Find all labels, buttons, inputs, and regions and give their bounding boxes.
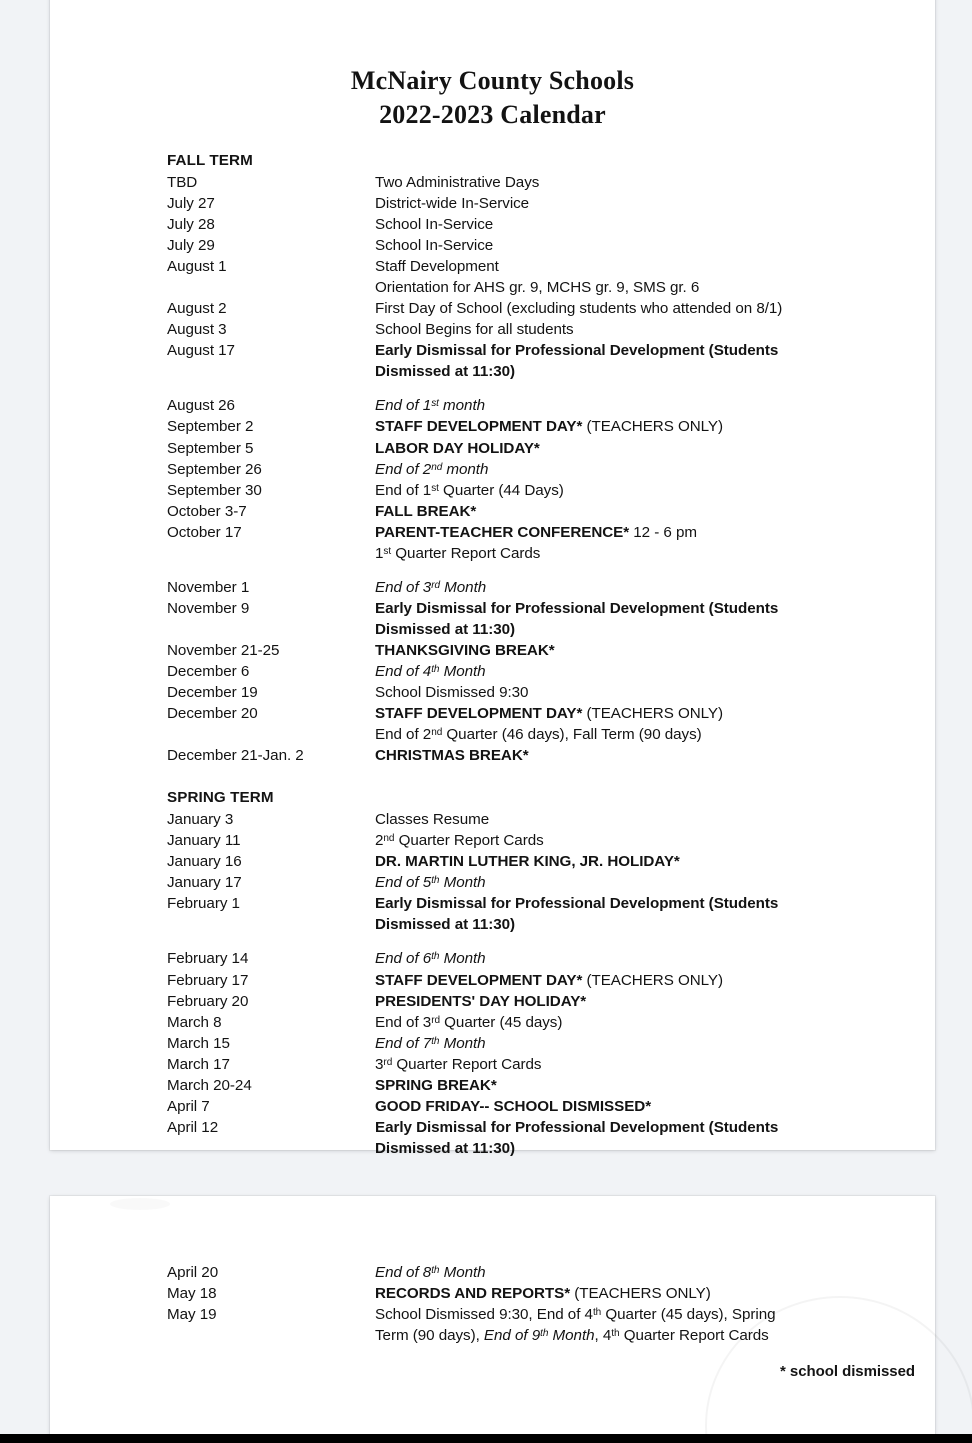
calendar-description-line: End of 3rd Month [375, 578, 487, 596]
calendar-row-date: September 5 [167, 439, 254, 457]
calendar-row [167, 851, 907, 872]
calendar-description-line: End of 6th Month [375, 950, 486, 968]
calendar-row-description [375, 1033, 907, 1054]
calendar-row [167, 416, 907, 437]
calendar-row-date: March 15 [167, 1034, 230, 1052]
calendar-description-line: Dismissed at 11:30) [375, 1139, 516, 1157]
calendar-row [167, 872, 907, 893]
calendar-row [167, 682, 907, 703]
calendar-description-line: Early Dismissal for Professional Development (Students [375, 1118, 779, 1136]
title-line-1: McNairy County Schools [350, 66, 635, 95]
calendar-row-description [375, 893, 907, 935]
calendar-row [167, 193, 907, 214]
calendar-description-line: Dismissed at 11:30) [375, 916, 516, 934]
calendar-row-description [375, 682, 907, 703]
document-title [50, 64, 935, 133]
calendar-row-date: February 14 [167, 950, 249, 968]
calendar-row-date: December 19 [167, 684, 258, 702]
calendar-row-description [375, 480, 907, 501]
calendar-row-description [375, 235, 907, 256]
calendar-row-description [375, 459, 907, 480]
calendar-row-date: July 29 [167, 237, 215, 255]
calendar-description-line: PARENT-TEACHER CONFERENCE* 12 - 6 pm [375, 523, 697, 541]
calendar-description-line: GOOD FRIDAY-- SCHOOL DISMISSED* [375, 1097, 652, 1115]
calendar-row-description [375, 214, 907, 235]
calendar-row-date: May 18 [167, 1285, 217, 1303]
calendar-row-date: August 3 [167, 321, 227, 339]
screen-bottom-bar [0, 1434, 972, 1443]
calendar-row-date: August 17 [167, 342, 235, 360]
calendar-row-date: January 16 [167, 853, 242, 871]
calendar-description-line: End of 7th Month [375, 1034, 486, 1052]
calendar-row [167, 970, 907, 991]
calendar-description-line: End of 2nd Quarter (46 days), Fall Term (90 days) [375, 726, 702, 744]
document-page-2 [50, 1196, 935, 1436]
calendar-row-description [375, 872, 907, 893]
calendar-row [167, 172, 907, 193]
calendar-row-description [375, 193, 907, 214]
calendar-row-date: October 3-7 [167, 502, 247, 520]
calendar-row [167, 893, 907, 935]
calendar-description-line: School In-Service [375, 216, 494, 234]
calendar-description-line: STAFF DEVELOPMENT DAY* (TEACHERS ONLY) [375, 705, 724, 723]
calendar-row-date: December 20 [167, 705, 258, 723]
calendar-description-line: RECORDS AND REPORTS* (TEACHERS ONLY) [375, 1285, 711, 1303]
calendar-row-date: November 1 [167, 578, 250, 596]
calendar-row [167, 438, 907, 459]
calendar-description-line: Early Dismissal for Professional Development (Students [375, 895, 779, 913]
calendar-description-line: 1st Quarter Report Cards [375, 544, 541, 562]
calendar-description-line: DR. MARTIN LUTHER KING, JR. HOLIDAY* [375, 853, 680, 871]
calendar-row-date: September 2 [167, 418, 254, 436]
calendar-row [167, 395, 907, 416]
calendar-description-line: Staff Development [375, 258, 499, 276]
calendar-row [167, 661, 907, 682]
calendar-row [167, 577, 907, 598]
calendar-description-line: Classes Resume [375, 811, 490, 829]
calendar-row-date: January 3 [167, 811, 234, 829]
calendar-row-description [375, 298, 907, 319]
calendar-row-date: April 12 [167, 1118, 219, 1136]
calendar-row-date: August 2 [167, 300, 227, 318]
calendar-row-description [375, 1096, 907, 1117]
calendar-description-line: Dismissed at 11:30) [375, 620, 516, 638]
calendar-row-description [375, 809, 907, 830]
calendar-description-line: End of 2nd month [375, 460, 489, 478]
continuation-row-list [167, 1262, 907, 1346]
calendar-row-date: December 6 [167, 663, 250, 680]
calendar-row-description [375, 1283, 907, 1304]
calendar-description-line: Early Dismissal for Professional Development (Students [375, 599, 779, 617]
calendar-row [167, 1033, 907, 1054]
calendar-description-line: School Begins for all students [375, 321, 574, 339]
calendar-row-description [375, 1012, 907, 1033]
calendar-body-page-2 [167, 1262, 907, 1346]
calendar-description-line: 2nd Quarter Report Cards [375, 832, 544, 850]
calendar-description-line: End of 4th Month [375, 663, 486, 680]
calendar-description-line: STAFF DEVELOPMENT DAY* (TEACHERS ONLY) [375, 971, 724, 989]
calendar-description-line: FALL BREAK* [375, 502, 477, 520]
calendar-row [167, 948, 907, 969]
calendar-description-line: End of 1st Quarter (44 Days) [375, 481, 564, 499]
calendar-row-date: August 26 [167, 397, 235, 415]
calendar-row-date: May 19 [167, 1306, 217, 1324]
calendar-row [167, 1075, 907, 1096]
calendar-row-description [375, 577, 907, 598]
calendar-row [167, 991, 907, 1012]
calendar-description-line: District-wide In-Service [375, 195, 530, 213]
calendar-description-line: CHRISTMAS BREAK* [375, 747, 529, 765]
calendar-row [167, 256, 907, 298]
calendar-row [167, 1012, 907, 1033]
calendar-row [167, 830, 907, 851]
calendar-row-description [375, 1075, 907, 1096]
calendar-description-line: End of 3rd Quarter (45 days) [375, 1013, 563, 1031]
calendar-row-date: October 17 [167, 523, 242, 541]
calendar-description-line: Term (90 days), End of 9th Month, 4th Quarter Report Cards [375, 1327, 769, 1345]
calendar-row-description [375, 522, 907, 564]
calendar-description-line: THANKSGIVING BREAK* [375, 641, 555, 659]
scan-artifact-top [110, 1198, 170, 1210]
calendar-row-date: September 30 [167, 481, 262, 499]
calendar-row [167, 480, 907, 501]
calendar-row-date: February 17 [167, 971, 249, 989]
calendar-row [167, 319, 907, 340]
calendar-row-date: August 1 [167, 258, 227, 276]
calendar-row [167, 501, 907, 522]
calendar-row-description [375, 501, 907, 522]
calendar-row-description [375, 970, 907, 991]
calendar-row [167, 640, 907, 661]
calendar-row-description [375, 830, 907, 851]
calendar-row-date: March 20-24 [167, 1076, 252, 1094]
calendar-row [167, 1096, 907, 1117]
calendar-row-date: February 20 [167, 992, 249, 1010]
calendar-row-description [375, 598, 907, 640]
calendar-description-line: Dismissed at 11:30) [375, 363, 516, 381]
calendar-row-description [375, 745, 907, 766]
calendar-row-date: February 1 [167, 895, 240, 913]
calendar-row-description [375, 395, 907, 416]
section-heading-fall-term: FALL TERM [167, 152, 253, 169]
calendar-row [167, 459, 907, 480]
calendar-row [167, 1054, 907, 1075]
calendar-row-date: November 21-25 [167, 641, 280, 659]
calendar-description-line: 3rd Quarter Report Cards [375, 1055, 542, 1073]
document-page-1 [50, 0, 935, 1157]
calendar-row [167, 1117, 907, 1159]
calendar-description-line: SPRING BREAK* [375, 1076, 497, 1094]
calendar-body-page-1 [167, 151, 907, 1159]
calendar-row [167, 340, 907, 382]
footnote-school-dismissed: * school dismissed [780, 1363, 915, 1380]
calendar-description-line: First Day of School (excluding students who attended on 8/1) [375, 300, 783, 318]
calendar-row [167, 298, 907, 319]
calendar-row-description [375, 319, 907, 340]
calendar-row-description [375, 256, 907, 298]
calendar-row-date: September 26 [167, 460, 262, 478]
calendar-row [167, 745, 907, 766]
calendar-row-date: March 8 [167, 1013, 222, 1031]
calendar-row-description [375, 1262, 907, 1283]
calendar-row-description [375, 948, 907, 969]
calendar-row-date: July 27 [167, 195, 215, 213]
calendar-row-description [375, 640, 907, 661]
calendar-row-description [375, 172, 907, 193]
calendar-row-date: December 21-Jan. 2 [167, 747, 304, 765]
calendar-description-line: School In-Service [375, 237, 494, 255]
calendar-row-description [375, 416, 907, 437]
calendar-row [167, 235, 907, 256]
calendar-row [167, 1262, 907, 1283]
calendar-row-description [375, 661, 907, 682]
calendar-row-description [375, 703, 907, 745]
calendar-row [167, 703, 907, 745]
calendar-row-description [375, 1304, 907, 1346]
calendar-description-line: STAFF DEVELOPMENT DAY* (TEACHERS ONLY) [375, 418, 724, 436]
calendar-row-date: April 20 [167, 1264, 219, 1281]
calendar-row-description [375, 438, 907, 459]
calendar-description-line: School Dismissed 9:30, End of 4th Quarter (45 days), Spring [375, 1306, 776, 1324]
calendar-description-line: PRESIDENTS' DAY HOLIDAY* [375, 992, 587, 1010]
calendar-row [167, 598, 907, 640]
calendar-row-date: TBD [167, 173, 198, 191]
calendar-row-date: January 11 [167, 832, 241, 850]
calendar-description-line: Orientation for AHS gr. 9, MCHS gr. 9, SMS gr. 6 [375, 279, 700, 297]
calendar-row [167, 809, 907, 830]
calendar-row-description [375, 991, 907, 1012]
calendar-description-line: Early Dismissal for Professional Development (Students [375, 342, 779, 360]
calendar-description-line: School Dismissed 9:30 [375, 684, 529, 702]
calendar-row-date: January 17 [167, 874, 242, 892]
calendar-row-date: November 9 [167, 599, 250, 617]
calendar-row-date: April 7 [167, 1097, 210, 1115]
calendar-row-date: March 17 [167, 1055, 230, 1073]
calendar-row [167, 522, 907, 564]
calendar-description-line: Two Administrative Days [375, 173, 540, 191]
calendar-row-description [375, 851, 907, 872]
calendar-row-description [375, 1117, 907, 1159]
calendar-row-description [375, 340, 907, 382]
calendar-description-line: End of 5th Month [375, 874, 486, 892]
calendar-description-line: End of 8th Month [375, 1264, 486, 1281]
calendar-row-date: July 28 [167, 216, 215, 234]
calendar-row [167, 1304, 907, 1346]
title-line-2: 2022-2023 Calendar [379, 100, 606, 130]
spring-term-row-list [167, 809, 907, 1159]
calendar-description-line: End of 1st month [375, 397, 486, 415]
section-heading-spring-term: SPRING TERM [167, 789, 274, 807]
calendar-description-line: LABOR DAY HOLIDAY* [375, 439, 540, 457]
calendar-row-description [375, 1054, 907, 1075]
calendar-row [167, 1283, 907, 1304]
calendar-row [167, 214, 907, 235]
fall-term-row-list [167, 172, 907, 766]
